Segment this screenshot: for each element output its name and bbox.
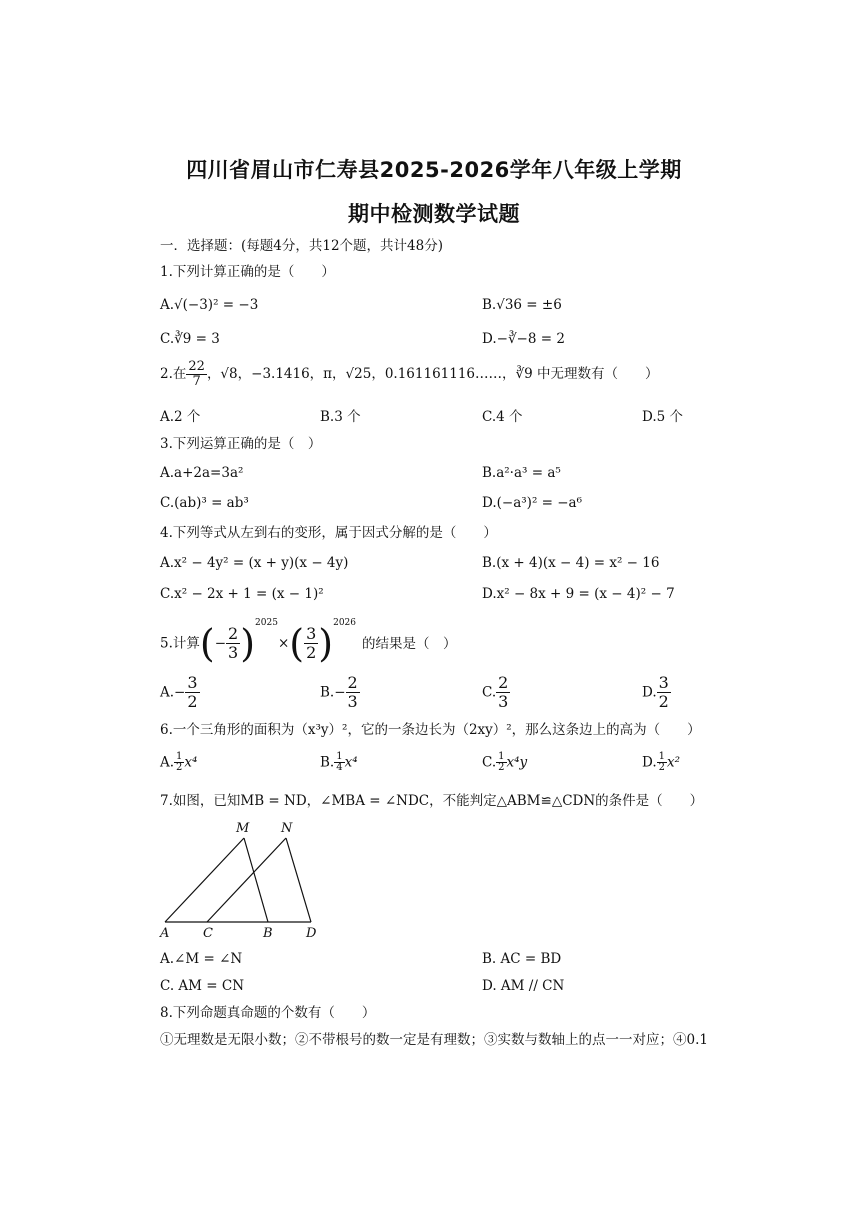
q3-option-d: D.(−a³)² = −a⁶	[482, 495, 583, 511]
q5-f2-den: 2	[306, 643, 317, 662]
q3-option-a: A.a+2a=3a²	[160, 465, 244, 481]
q2-frac-den: 7	[192, 374, 201, 389]
q7-stem: 7.如图，已知MB = ND，∠MBA = ∠NDC，不能判定△ABM≌△CDN的条件是（ ）	[160, 793, 704, 809]
q1-option-b: B.√36 = ±6	[482, 297, 562, 313]
q6-c-tail: x⁴y	[506, 754, 528, 771]
q6-a-den: 2	[176, 762, 183, 773]
label-N: N	[281, 821, 293, 836]
q5-stem: 5.计算(− $\frac{2}{3}$ )$^{2025}$×( $\frac{3}{2}$ )$^{2026}$的结果是（ ）	[160, 618, 457, 666]
q7-option-c: C. AM = CN	[160, 978, 245, 994]
q7-option-d: D. AM // CN	[482, 978, 565, 994]
q2-option-a: A.2 个	[160, 409, 201, 425]
q6-c-label: C.	[482, 754, 497, 771]
q7-option-a: A.∠M = ∠N	[160, 951, 243, 967]
q7-option-b: B. AC = BD	[482, 951, 562, 967]
q5-suffix: 的结果是（ ）	[362, 635, 457, 652]
q5-d-num: 3	[658, 673, 669, 692]
q5-d-label: D.	[642, 684, 657, 701]
q4-option-d: D.x² − 8x + 9 = (x − 4)² − 7	[482, 586, 675, 602]
q6-b-num: 1	[336, 751, 343, 762]
q6-c-den: 2	[498, 762, 505, 773]
q6-a-tail: x⁴	[184, 754, 198, 771]
q5-f2-num: 3	[306, 624, 317, 643]
q5-c-num: 2	[498, 673, 509, 692]
segment-AM	[165, 838, 244, 922]
q6-d-tail: x²	[667, 754, 681, 771]
q5-option-d	[642, 674, 671, 711]
q5-a-label: A.	[160, 684, 175, 701]
q6-a-num: 1	[176, 751, 183, 762]
q5-fraction-2	[304, 625, 318, 662]
q6-b-tail: x⁴	[344, 754, 358, 771]
q5-b-num: 2	[347, 673, 358, 692]
q6-d-num: 1	[658, 751, 666, 762]
q6-c-fraction	[496, 752, 506, 773]
q2-option-d: D.5 个	[642, 409, 684, 425]
q3-option-b: B.a²·a³ = a⁵	[482, 465, 561, 481]
segment-ND	[286, 838, 311, 922]
q6-option-d	[642, 752, 680, 773]
document-title-line2: 期中检测数学试题	[348, 202, 520, 226]
q5-c-den: 3	[498, 692, 509, 711]
q8-stem: 8.下列命题真命题的个数有（ ）	[160, 1005, 376, 1021]
q2-rest: ，√8，−3.1416，π，√25，0.161161116……，∛9 中无理数有（ ）	[206, 366, 659, 382]
q5-b-fraction	[346, 674, 360, 711]
q5-prefix: 5.计算	[160, 635, 200, 652]
q5-option-b: B.− $\frac{2}{3}$	[320, 673, 358, 711]
q4-option-c: C.x² − 2x + 1 = (x − 1)²	[160, 586, 324, 602]
q6-b-fraction	[334, 752, 344, 773]
q6-stem: 6.一个三角形的面积为（x³y）²，它的一条边长为（2xy）²，那么这条边上的高为（ ）	[160, 722, 701, 738]
q2-frac-num: 22	[188, 359, 205, 374]
q5-a-den: 2	[187, 692, 198, 711]
label-A: A	[160, 926, 170, 941]
q4-stem: 4.下列等式从左到右的变形，属于因式分解的是（ ）	[160, 525, 497, 541]
q5-c-fraction	[496, 674, 510, 711]
q2-prefix: 2.在	[160, 366, 187, 382]
q2-option-b: B.3 个	[320, 409, 361, 425]
q5-d-fraction	[657, 674, 671, 711]
label-B: B	[263, 926, 273, 941]
q5-f1-den: 3	[228, 643, 239, 662]
document-title-line1: 四川省眉山市仁寿县2025-2026学年八年级上学期	[186, 158, 682, 182]
label-C: C	[203, 926, 213, 941]
q5-b-label: B.	[320, 684, 335, 701]
q2-fraction	[186, 360, 207, 389]
q8-items: ①无理数是无限小数；②不带根号的数一定是有理数；③实数与数轴上的点一一对应；④0.1	[160, 1032, 708, 1048]
q1-stem: 1.下列计算正确的是（ ）	[160, 264, 335, 280]
q1-option-d: D.−∛−8 = 2	[482, 331, 565, 347]
q5-fraction-1	[226, 625, 240, 662]
q6-b-den: 4	[336, 762, 343, 773]
q5-c-label: C.	[482, 684, 497, 701]
q4-option-b: B.(x + 4)(x − 4) = x² − 16	[482, 555, 660, 571]
q5-a-num: 3	[187, 673, 198, 692]
q6-option-a	[160, 752, 197, 773]
q5-b-den: 3	[347, 692, 358, 711]
segment-MB	[244, 838, 268, 922]
label-M: M	[236, 821, 250, 836]
q2-option-c: C.4 个	[482, 409, 523, 425]
q1-option-a: A.√(−3)² = −3	[160, 297, 259, 313]
section-heading: 一．选择题：(每题4分，共12个题，共计48分)	[160, 238, 443, 254]
q5-f1-num: 2	[228, 624, 239, 643]
q6-b-label: B.	[320, 754, 335, 771]
q6-d-fraction	[657, 752, 667, 773]
q3-option-c: C.(ab)³ = ab³	[160, 495, 249, 511]
q6-option-b	[320, 752, 358, 773]
q6-option-c	[482, 752, 527, 773]
q4-option-a: A.x² − 4y² = (x + y)(x − 4y)	[160, 555, 349, 571]
q5-a-fraction	[185, 674, 199, 711]
q2-stem	[160, 360, 659, 389]
q7-triangle-diagram	[150, 815, 330, 945]
q1-option-c: C.∛9 = 3	[160, 331, 220, 347]
q5-option-a: A.− $\frac{3}{2}$	[160, 673, 198, 711]
q3-stem: 3.下列运算正确的是（ ）	[160, 436, 322, 452]
q5-exponent-1: 2025	[255, 618, 278, 628]
q6-d-label: D.	[642, 754, 657, 771]
q5-exponent-2: 2026	[333, 618, 357, 628]
q6-a-fraction	[174, 752, 184, 773]
q5-option-c	[482, 674, 510, 711]
q6-d-den: 2	[658, 762, 666, 773]
q6-c-num: 1	[498, 751, 505, 762]
label-D: D	[306, 926, 317, 941]
q6-a-label: A.	[160, 754, 175, 771]
segment-CN	[207, 838, 286, 922]
q5-d-den: 2	[658, 692, 669, 711]
